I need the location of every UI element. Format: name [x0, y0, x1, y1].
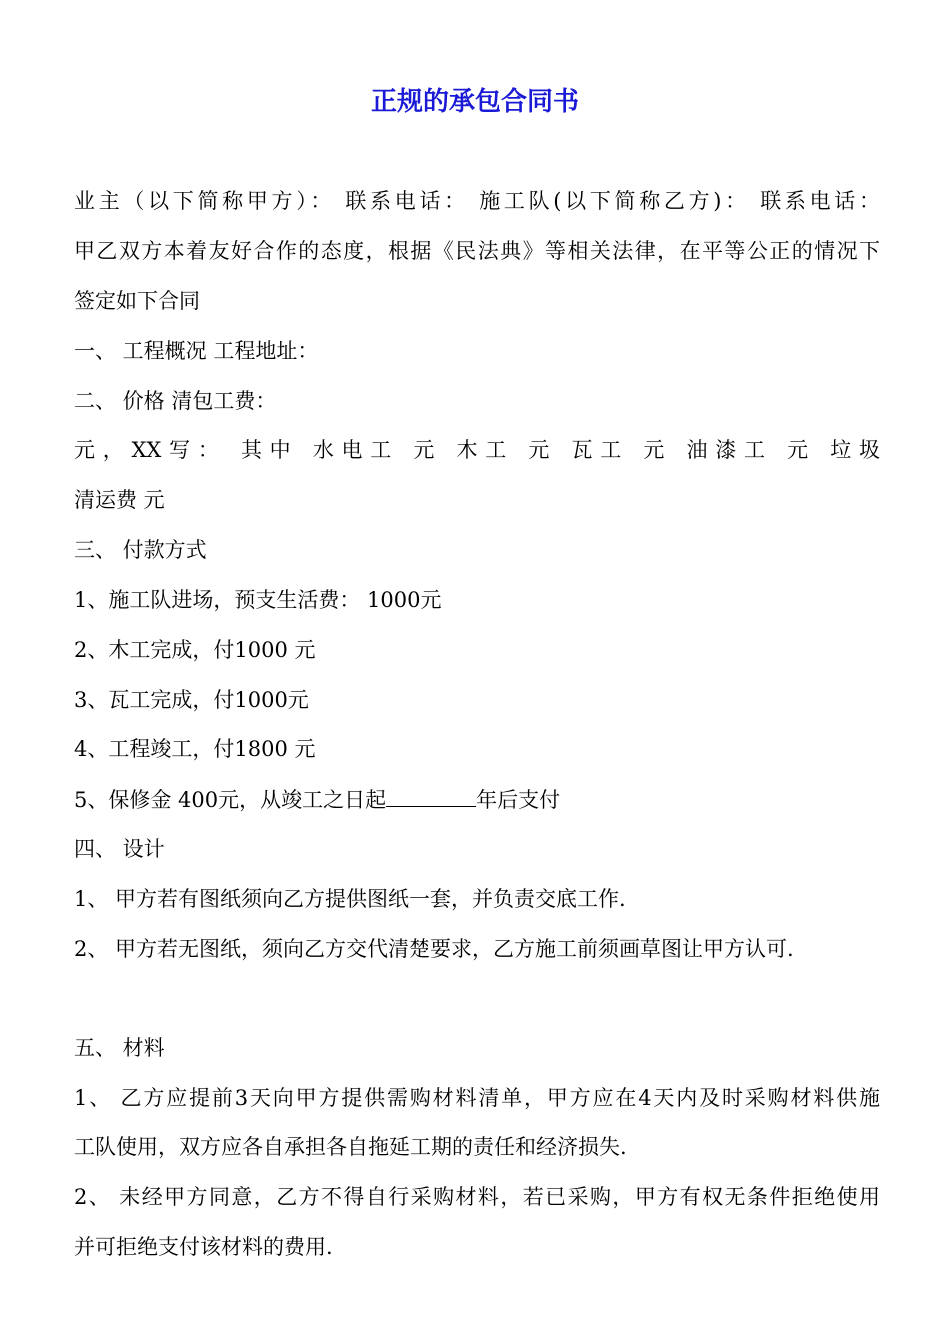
payment-item-4: 4、工程竣工，付1800 元 — [74, 737, 316, 761]
section-4-heading: 四、 设计 — [74, 837, 165, 861]
material-item-1-line-1: 1、 乙方应提前3天向甲方提供需购材料清单，甲方应在4天内及时采购材料供施 — [74, 1086, 880, 1110]
price-line-2: 清运费 元 — [74, 488, 165, 512]
payment-item-5 — [74, 784, 880, 815]
price-line-1: 元，XX写： 其中 水电工 元 木工 元 瓦工 元 油漆工 元 垃圾 — [74, 438, 880, 462]
parties-line: 业主（以下简称甲方）： 联系电话： 施工队(以下简称乙方)： 联系电话： — [74, 189, 880, 213]
payment-item-5-lead: 5、保修金 400元，从竣工之日起 — [74, 788, 387, 812]
warranty-years-blank — [386, 784, 476, 807]
document-title: 正规的承包合同书 — [370, 87, 579, 117]
intro-line-2: 签定如下合同 — [74, 289, 200, 313]
intro-line-1: 甲乙双方本着友好合作的态度，根据《民法典》等相关法律，在平等公正的情况下 — [74, 239, 880, 263]
section-5-heading: 五、 材料 — [74, 1036, 165, 1060]
design-item-1: 1、 甲方若有图纸须向乙方提供图纸一套，并负责交底工作. — [74, 887, 626, 911]
section-3-heading: 三、 付款方式 — [74, 538, 207, 562]
payment-item-1: 1、施工队进场，预支生活费： 1000元 — [74, 588, 442, 612]
design-item-2: 2、 甲方若无图纸，须向乙方交代清楚要求，乙方施工前须画草图让甲方认可. — [74, 937, 794, 961]
payment-item-5-tail: 年后支付 — [476, 788, 561, 812]
material-item-1-line-2: 工队使用，双方应各自承担各自拖延工期的责任和经济损失. — [74, 1135, 627, 1159]
material-item-2-line-2: 并可拒绝支付该材料的费用. — [74, 1235, 333, 1259]
section-1-heading: 一、 工程概况 工程地址： — [74, 339, 319, 363]
section-2-heading: 二、 价格 清包工费： — [74, 389, 277, 413]
material-item-2-line-1: 2、 未经甲方同意，乙方不得自行采购材料，若已采购，甲方有权无条件拒绝使用 — [74, 1185, 880, 1209]
payment-item-3: 3、瓦工完成，付1000元 — [74, 688, 309, 712]
payment-item-2: 2、木工完成，付1000 元 — [74, 638, 316, 662]
